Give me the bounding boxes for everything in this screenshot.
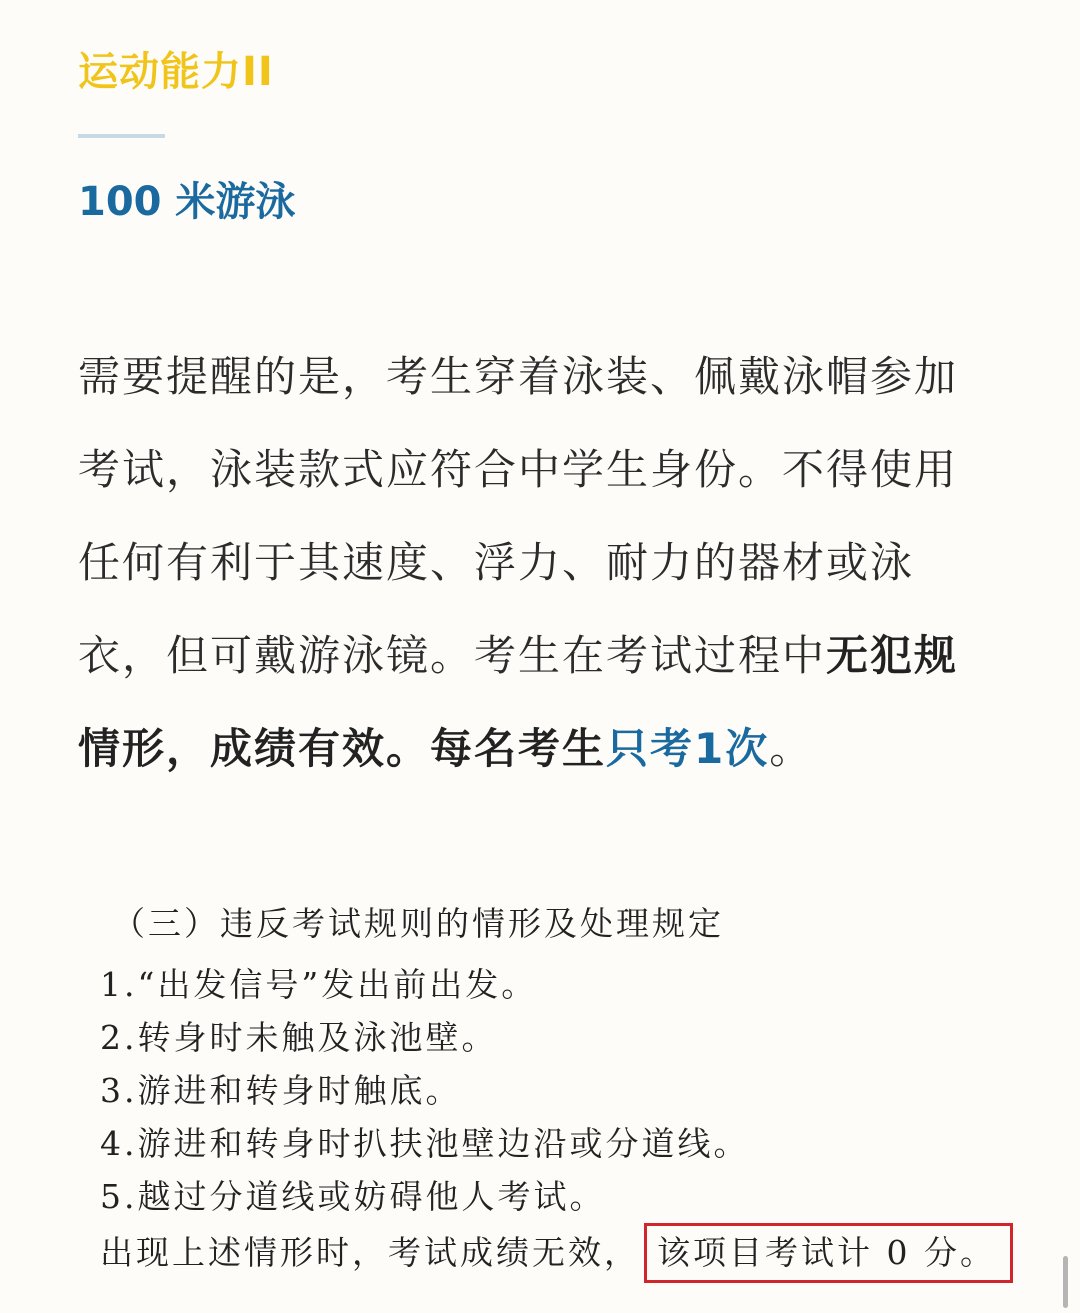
scrollbar[interactable] — [1063, 1256, 1068, 1308]
rule-item: 1.“出发信号”发出前出发。 — [100, 965, 538, 1004]
paragraph-highlight-text: 只考1次 — [606, 724, 770, 773]
rules-excerpt — [100, 900, 1020, 1279]
section-title: 运动能力II — [78, 49, 274, 95]
rules-conclusion — [100, 1223, 1020, 1279]
paragraph-text: 需要提醒的是，考生穿着泳装、佩戴泳帽参加考试，泳装款式应符合中学生身份。不得使用任何有利于其速度、浮力、耐力的器材或泳衣，但可戴游泳镜。考生在考试过程中 — [78, 352, 959, 680]
event-title: 100 米游泳 — [78, 179, 296, 225]
rule-item: 4.游进和转身时扒扶池壁边沿或分道线。 — [100, 1124, 750, 1163]
paragraph-end: 。 — [769, 724, 814, 773]
title-divider — [78, 134, 165, 138]
conclusion-text: 出现上述情形时，考试成绩无效， — [100, 1233, 640, 1272]
rule-item: 2.转身时未触及泳池壁。 — [100, 1018, 498, 1057]
reminder-paragraph — [78, 330, 978, 795]
paragraph-bold-text: 无犯规情形，成绩有效。每名考生 — [78, 631, 959, 773]
rules-heading: （三）违反考试规则的情形及处理规定 — [112, 904, 724, 943]
highlighted-penalty-box: 该项目考试计 0 分。 — [644, 1223, 1013, 1283]
rule-item: 5.越过分道线或妨碍他人考试。 — [100, 1177, 606, 1216]
rule-item: 3.游进和转身时触底。 — [100, 1071, 462, 1110]
